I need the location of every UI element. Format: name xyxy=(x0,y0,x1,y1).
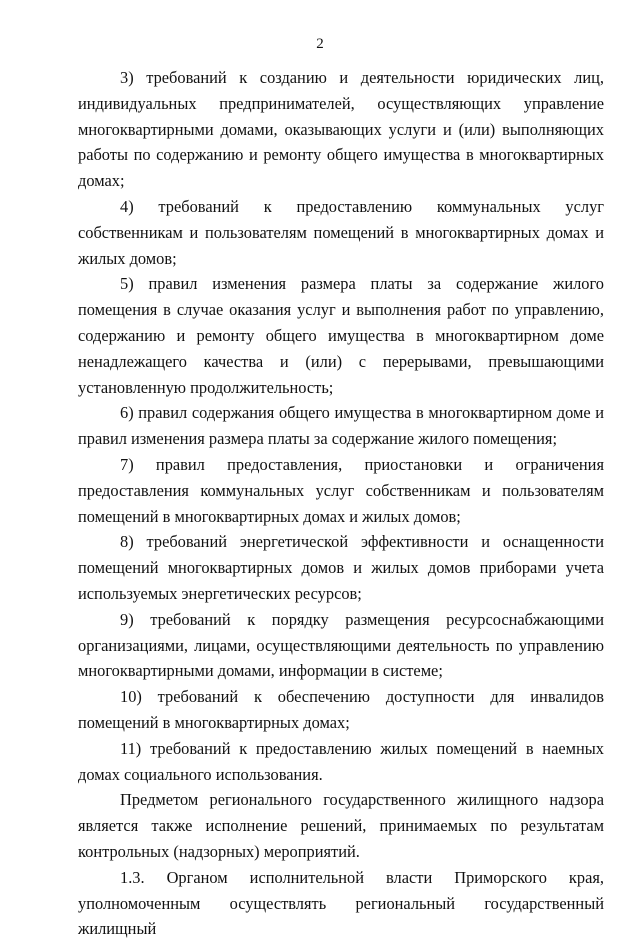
paragraph-item-11: 11) требований к предоставлению жилых помещений в наемных домах социального использования. xyxy=(78,738,604,784)
paragraph-item-7: 7) правил предоставления, приостановки и ограничения предоставления коммунальных услуг собственникам и пользователям помещений в многоквартирных домах и жилых домов; xyxy=(78,454,604,526)
paragraph-item-3: 3) требований к созданию и деятельности юридических лиц, индивидуальных предпринимателей, осуществляющих управление многоквартирными домами, оказывающих услуги и (или) выполняющих работы по содержанию и ремонту общего имущества в многоквартирных домах; xyxy=(78,68,604,191)
paragraph-item-5: 5) правил изменения размера платы за содержание жилого помещения в случае оказания услуг и выполнения работ по управлению, содержанию и ремонту общего имущества в многоквартирном доме ненадлежащего качества и (или) с перерывами, превышающими установленную продолжительность; xyxy=(78,274,604,397)
paragraph-item-8: 8) требований энергетической эффективности и оснащенности помещений многоквартирных домов и жилых домов приборами учета используемых энергетических ресурсов; xyxy=(78,532,604,603)
paragraph-item-6: 6) правил содержания общего имущества в многоквартирном доме и правил изменения размера платы за содержание жилого помещения; xyxy=(78,403,604,449)
paragraph-item-10: 10) требований к обеспечению доступности для инвалидов помещений в многоквартирных домах; xyxy=(78,687,604,732)
paragraph-item-9: 9) требований к порядку размещения ресурсоснабжающими организациями, лицами, осуществляющими деятельность по управлению многоквартирными домами, информации в системе; xyxy=(78,609,604,681)
document-body xyxy=(78,65,604,942)
paragraph-subject-statement: Предметом регионального государственного жилищного надзора является также исполнение решений, принимаемых по результатам контрольных (надзорных) мероприятий. xyxy=(78,790,604,861)
paragraph-item-4: 4) требований к предоставлению коммунальных услуг собственникам и пользователям помещений в многоквартирных домах и жилых домов; xyxy=(78,196,604,268)
paragraph-section-1-3: 1.3. Органом исполнительной власти Приморского края, уполномоченным осуществлять региональный государственный жилищный xyxy=(78,867,604,939)
page-number: 2 xyxy=(316,36,324,52)
